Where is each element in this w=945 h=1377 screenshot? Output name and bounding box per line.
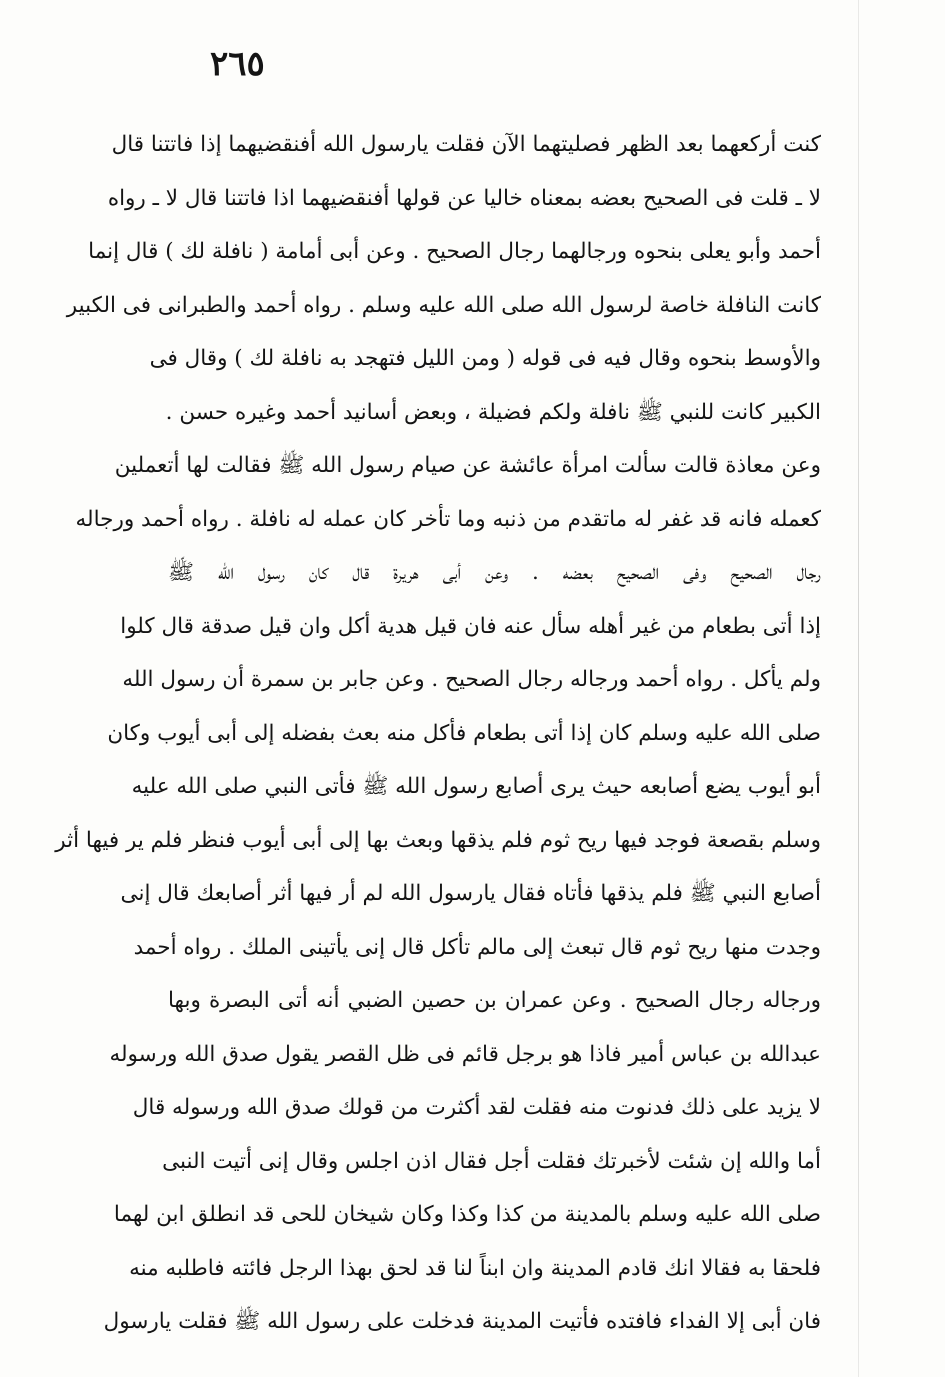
text-line: كعمله فانه قد غفر له ماتقدم من ذنبه وما تأخر كان عمله له نافلة . رواه أحمد ورجاله — [75, 506, 821, 532]
text-line: الكبير كانت للنبي ﷺ نافلة ولكم فضيلة ، وبعض أسانيد أحمد وغيره حسن . — [165, 399, 821, 425]
text-line: أبو أيوب يضع أصابعه حيث يرى أصابع رسول الله ﷺ فأتى النبي صلى الله عليه — [131, 774, 821, 799]
text-line: أما والله إن شئت لأخبرتك فقلت أجل فقال اذن اجلس وقال إنى أتيت النبى — [162, 1148, 821, 1174]
text-line: أحمد وأبو يعلى بنحوه ورجالهما رجال الصحيح . وعن أبى أمامة ( نافلة لك ) قال إنما — [88, 239, 821, 264]
text-line: أصابع النبي ﷺ فلم يذقها فأتاه فقال يارسول الله لم أر فيها أثر أصابعك قال إنى — [120, 881, 821, 906]
text-line: فلحقا به فقالا انك قادم المدينة وان ابناً لنا قد لحق بهذا الرجل فائته فاطلبه منه — [129, 1255, 821, 1281]
page-gutter-line — [858, 0, 859, 1377]
text-line: لا يزيد على ذلك فدنوت منه فقلت لقد أكثرت من قولك صدق الله ورسوله قال — [132, 1095, 821, 1120]
text-line: كنت أركعهما بعد الظهر فصليتهما الآن فقلت يارسول الله أفنقضيهما إذا فاتتنا قال — [111, 132, 821, 157]
text-line: لا ـ قلت فى الصحيح بعضه بمعناه خاليا عن قولها أفنقضيهما اذا فاتتنا قال لا ـ رواه — [107, 185, 821, 211]
text-line: وعن معاذة قالت سألت امرأة عائشة عن صيام رسول الله ﷺ فقالت لها أتعملين — [114, 453, 821, 478]
text-line: ورجاله رجال الصحيح . وعن عمران بن حصين الضبي أنه أتى البصرة وبها — [168, 988, 821, 1013]
text-line: والأوسط بنحوه وقال فيه فى قوله ( ومن الليل فتهجد به نافلة لك ) وقال فى — [149, 346, 821, 371]
text-line: كانت النافلة خاصة لرسول الله صلى الله عليه وسلم . رواه أحمد والطبرانى فى الكبير — [66, 292, 821, 318]
text-line: وجدت منها ريح ثوم قال تبعث إلى مالم تأكل قال إنى يأتينى الملك . رواه أحمد — [133, 934, 821, 960]
page-number: ٢٦٥ — [210, 44, 265, 84]
text-line: رجال الصحيح وفى الصحيح بعضه . وعن أبى هريرة قال كان رسول الله ﷺ — [168, 560, 821, 585]
text-line: صلى الله عليه وسلم كان إذا أتى بطعام فأكل منه بعث بفضله إلى أبى أيوب وكان — [107, 720, 821, 746]
text-line: عبدالله بن عباس أمير فاذا هو برجل قائم فى ظل القصر يقول صدق الله ورسوله — [109, 1041, 821, 1067]
text-line: فان أبى إلا الفداء فافتده فأتيت المدينة فدخلت على رسول الله ﷺ فقلت يارسول — [103, 1309, 821, 1334]
text-line: صلى الله عليه وسلم بالمدينة من كذا وكذا وكان شيخان للحى قد انطلق ابن لهما — [113, 1202, 821, 1227]
body-text — [55, 118, 821, 1349]
text-line: ولم يأكل . رواه أحمد ورجاله رجال الصحيح . وعن جابر بن سمرة أن رسول الله — [122, 667, 821, 692]
text-line: وسلم بقصعة فوجد فيها ريح ثوم فلم يذقها وبعث بها إلى أبى أيوب فنظر فلم ير فيها أثر — [55, 827, 821, 853]
text-line: إذا أتى بطعام من غير أهله سأل عنه فان قيل هدية أكل وان قيل صدقة قال كلوا — [120, 613, 821, 639]
